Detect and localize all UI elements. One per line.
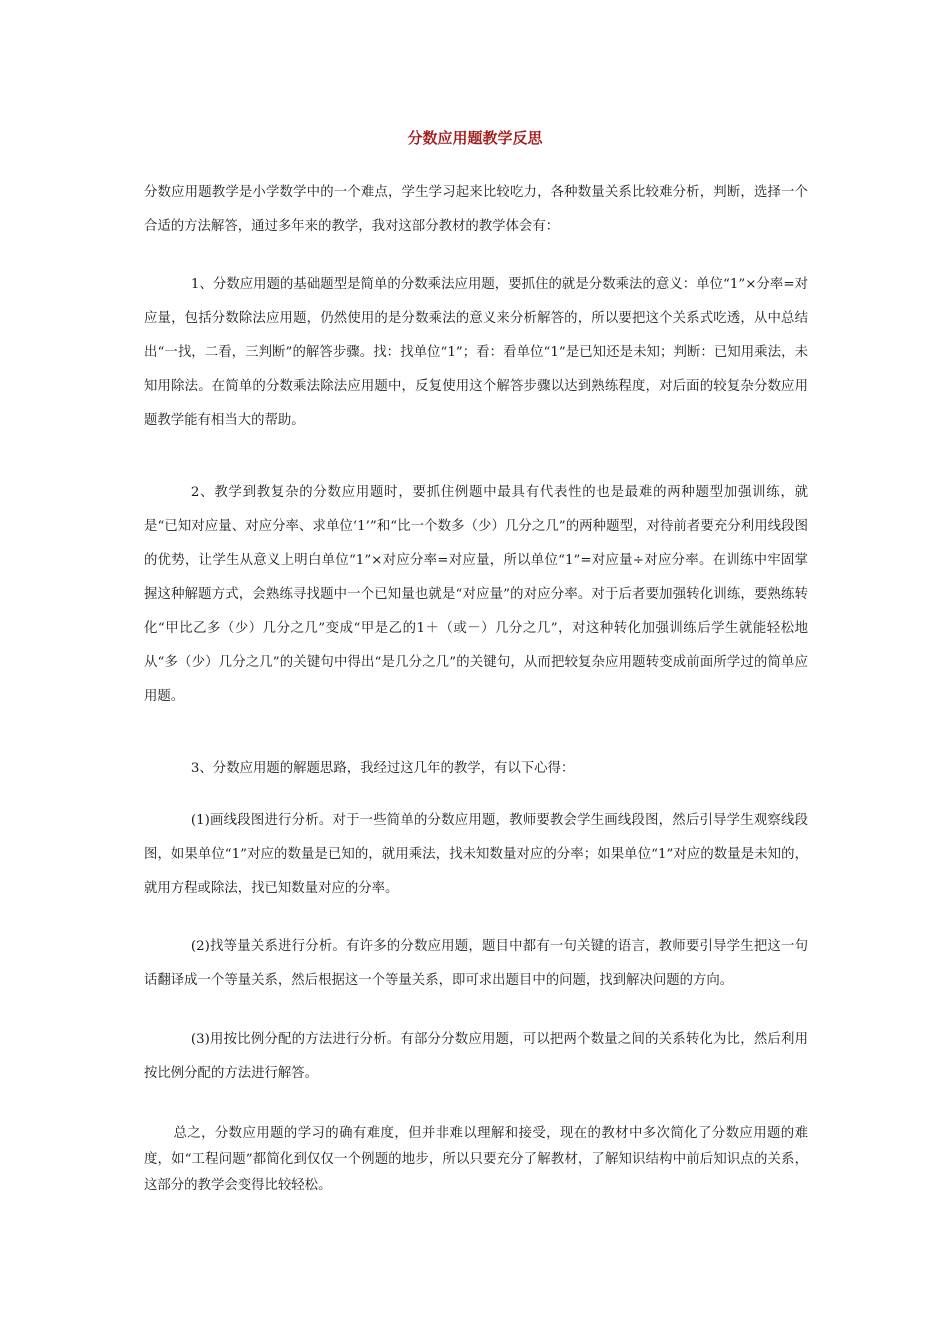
conclusion-paragraph: 总之，分数应用题的学习的确有难度，但并非难以理解和接受，现在的教材中多次简化了分数应用题的难度，如“工程问题”都简化到仅仅一个例题的地步，所以只要充分了解教材，了解知识结构中前后知识点的关系，这部分的教学会变得比较轻松。 xyxy=(144,1126,808,1193)
sub-point-2-paragraph: (2)找等量关系进行分析。有许多的分数应用题，题目中都有一句关键的语言，教师要引导学生把这一句话翻译成一个等量关系，然后根据这一个等量关系，即可求出题目中的问题，找到解决问题的方向。 xyxy=(144,939,808,988)
intro-paragraph: 分数应用题教学是小学数学中的一个难点，学生学习起来比较吃力，各种数量关系比较难分析，判断，选择一个合适的方法解答，通过多年来的教学，我对这部分教材的教学体会有： xyxy=(144,185,808,234)
document-title: 分数应用题教学反思 xyxy=(407,129,543,147)
point-2-paragraph: 2、教学到教复杂的分数应用题时，要抓住例题中最具有代表性的也是最难的两种题型加强训练，就是“已知对应量、对应分率、求单位‘1’”和“比一个数多（少）几分之几”的两种题型，对待前者要充分利用线段图的优势，让学生从意义上明白单位“1”×对应分率=对应量，所以单位“1”=对应量÷对应分率。在训练中牢固掌握这种解题方式，会熟练寻找题中一个已知量也就是“对应量”的对应分率。对于后者要加强转化训练，要熟练转化“甲比乙多（少）几分之几”变成“甲是乙的1＋（或－）几分之几”，对这种转化加强训练后学生就能轻松地从“多（少）几分之几”的关键句中得出“是几分之几”的关键句，从而把较复杂应用题转变成前面所学过的简单应用题。 xyxy=(144,485,808,704)
point-3-paragraph: 3、分数应用题的解题思路，我经过这几年的教学，有以下心得： xyxy=(190,761,575,776)
point-1-paragraph: 1、分数应用题的基础题型是简单的分数乘法应用题，要抓住的就是分数乘法的意义：单位“1”×分率=对应量，包括分数除法应用题，仍然使用的是分数乘法的意义来分析解答的，所以要把这个关系式吃透，从中总结出“一找，二看，三判断”的解答步骤。找：找单位“1”；看：看单位“1”是已知还是未知；判断：已知用乘法，未知用除法。在简单的分数乘法除法应用题中，反复使用这个解答步骤以达到熟练程度，对后面的较复杂分数应用题教学能有相当大的帮助。 xyxy=(144,277,808,428)
sub-point-3-paragraph: (3)用按比例分配的方法进行分析。有部分分数应用题，可以把两个数量之间的关系转化为比，然后利用按比例分配的方法进行解答。 xyxy=(144,1032,808,1081)
sub-point-1-paragraph: (1)画线段图进行分析。对于一些简单的分数应用题，教师要教会学生画线段图，然后引导学生观察线段图，如果单位“1”对应的数量是已知的，就用乘法，找未知数量对应的分率；如果单位“1”对应的数量是未知的，就用方程或除法，找已知数量对应的分率。 xyxy=(144,813,808,896)
